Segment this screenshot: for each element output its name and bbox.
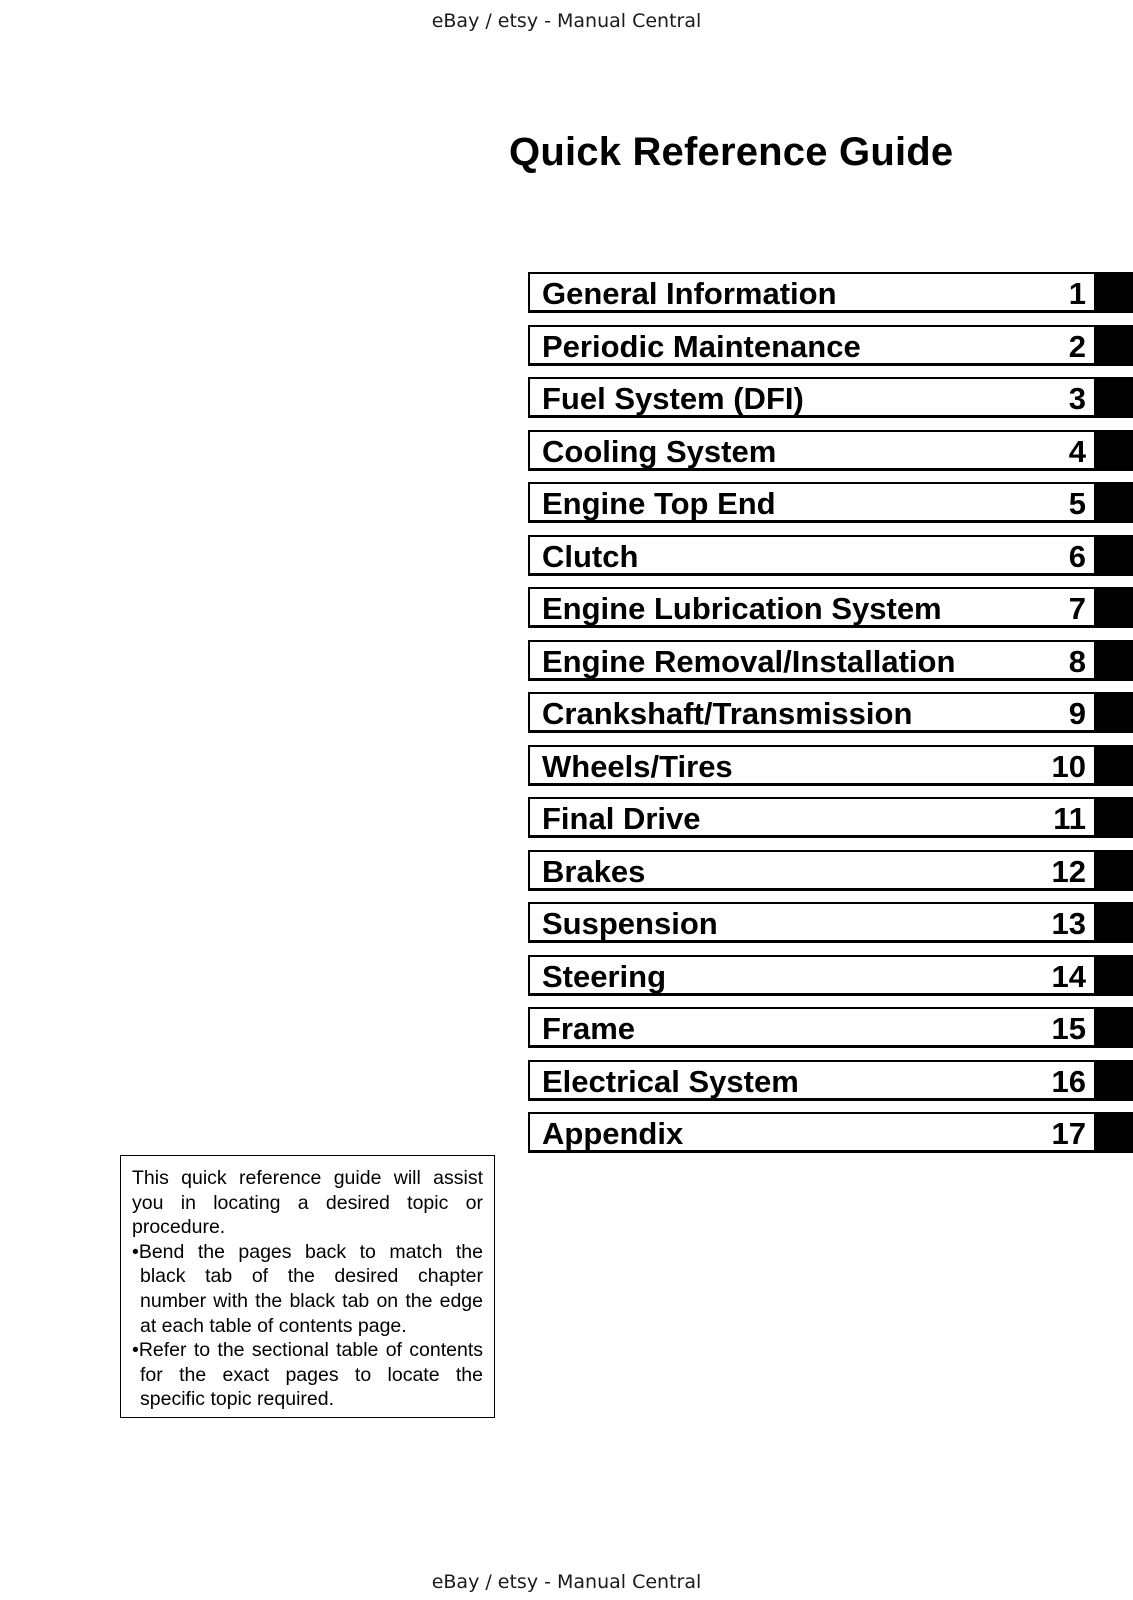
header-watermark: eBay / etsy - Manual Central [431,10,702,32]
toc-entry-box [528,902,1096,943]
toc-entry-label: Frame [542,1011,636,1046]
chapter-tab [1094,1060,1133,1101]
toc-entry-label: Crankshaft/Transmission [542,696,913,731]
toc-entry-number: 13 [1051,906,1086,941]
toc-entry[interactable] [528,325,1133,367]
chapter-tab [1094,692,1133,733]
toc-entry-label: Fuel System (DFI) [542,381,804,416]
toc-entry-number: 1 [1068,276,1086,311]
toc-entry-number: 12 [1051,853,1086,889]
chapter-tab [1094,377,1133,418]
toc-entry-number: 5 [1068,486,1086,521]
toc-entry-label: Electrical System [542,1063,799,1099]
toc-entry-label: Appendix [542,1116,684,1151]
toc-entry[interactable] [528,955,1133,997]
toc-entry[interactable] [528,640,1133,682]
toc-entry[interactable] [528,535,1133,577]
chapter-tab [1094,587,1133,628]
chapter-tab [1094,955,1133,996]
toc-entry[interactable] [528,1007,1133,1049]
toc-entry-box [528,850,1096,891]
toc-entry[interactable] [528,902,1133,944]
chapter-tab [1094,850,1133,891]
toc-entry-box [528,1112,1096,1153]
toc-entry-number: 7 [1068,591,1086,626]
toc-entry[interactable] [528,1060,1133,1102]
toc-entry-label: Suspension [542,906,718,941]
toc-entry-box [528,377,1096,418]
toc-entry-number: 11 [1053,801,1086,836]
toc-entry-number: 9 [1068,696,1086,731]
toc-entry-box [528,1060,1096,1101]
toc-entry[interactable] [528,797,1133,839]
toc-entry[interactable] [528,1112,1133,1154]
toc-entry-number: 2 [1068,328,1086,364]
chapter-tab [1094,272,1133,313]
toc-entry-box [528,955,1096,996]
toc-entry-label: Brakes [542,853,646,889]
toc-entry-number: 3 [1068,381,1086,416]
note-bullet: •Bend the pages back to match the black tab of the desired chapter number with the black tab on the edge at each table of contents page. [132,1240,483,1337]
toc-entry[interactable] [528,692,1133,734]
toc-entry-label: Steering [542,958,667,994]
toc-entry-number: 4 [1068,433,1086,469]
toc-entry-label: Clutch [542,538,639,574]
toc-entry-box [528,692,1096,733]
toc-entry[interactable] [528,272,1133,314]
toc-entry-label: Final Drive [542,801,701,836]
chapter-tab [1094,1007,1133,1048]
toc-entry[interactable] [528,482,1133,524]
toc-entry[interactable] [528,850,1133,892]
toc-entry-box [528,797,1096,838]
toc-entry-box [528,430,1096,471]
toc-entry[interactable] [528,587,1133,629]
toc-entry-number: 16 [1051,1063,1086,1099]
toc-entry-box [528,272,1096,313]
toc-entry-box [528,325,1096,366]
toc-entry-label: Cooling System [542,433,777,469]
toc-entry-number: 17 [1051,1116,1086,1151]
note-bullet: •Refer to the sectional table of contents for the exact pages to locate the specific topic required. [132,1339,483,1411]
chapter-tab [1094,745,1133,786]
toc-entry-number: 8 [1068,643,1086,679]
chapter-tab [1094,430,1133,471]
toc-entry-label: Wheels/Tires [542,748,733,784]
toc-entry-label: Periodic Maintenance [542,328,861,364]
chapter-tab [1094,640,1133,681]
toc-entry-number: 10 [1051,748,1086,784]
toc-entry[interactable] [528,745,1133,787]
toc-entry-number: 6 [1068,538,1086,574]
toc-entry-label: Engine Top End [542,486,776,521]
toc-entry-box [528,745,1096,786]
toc-entry[interactable] [528,377,1133,419]
chapter-tab [1094,325,1133,366]
toc-entry-label: Engine Lubrication System [542,591,942,626]
chapter-tab [1094,482,1133,523]
toc-entry[interactable] [528,430,1133,472]
toc-entry-number: 15 [1051,1011,1086,1046]
toc-entry-box [528,1007,1096,1048]
toc-entry-box [528,587,1096,628]
chapter-tab [1094,902,1133,943]
toc-entry-box [528,482,1096,523]
toc-entry-number: 14 [1051,958,1086,994]
footer-watermark: eBay / etsy - Manual Central [431,1571,702,1593]
note-intro: This quick reference guide will assist you in locating a desired topic or procedure. [132,1167,483,1239]
toc-entry-box [528,640,1096,681]
usage-note [120,1155,495,1418]
chapter-tab [1094,535,1133,576]
toc-entry-box [528,535,1096,576]
chapter-tab [1094,1112,1133,1153]
chapter-tab [1094,797,1133,838]
toc-entry-label: General Information [542,276,837,311]
toc-entry-label: Engine Removal/Installation [542,643,956,679]
page-title: Quick Reference Guide [509,130,954,174]
